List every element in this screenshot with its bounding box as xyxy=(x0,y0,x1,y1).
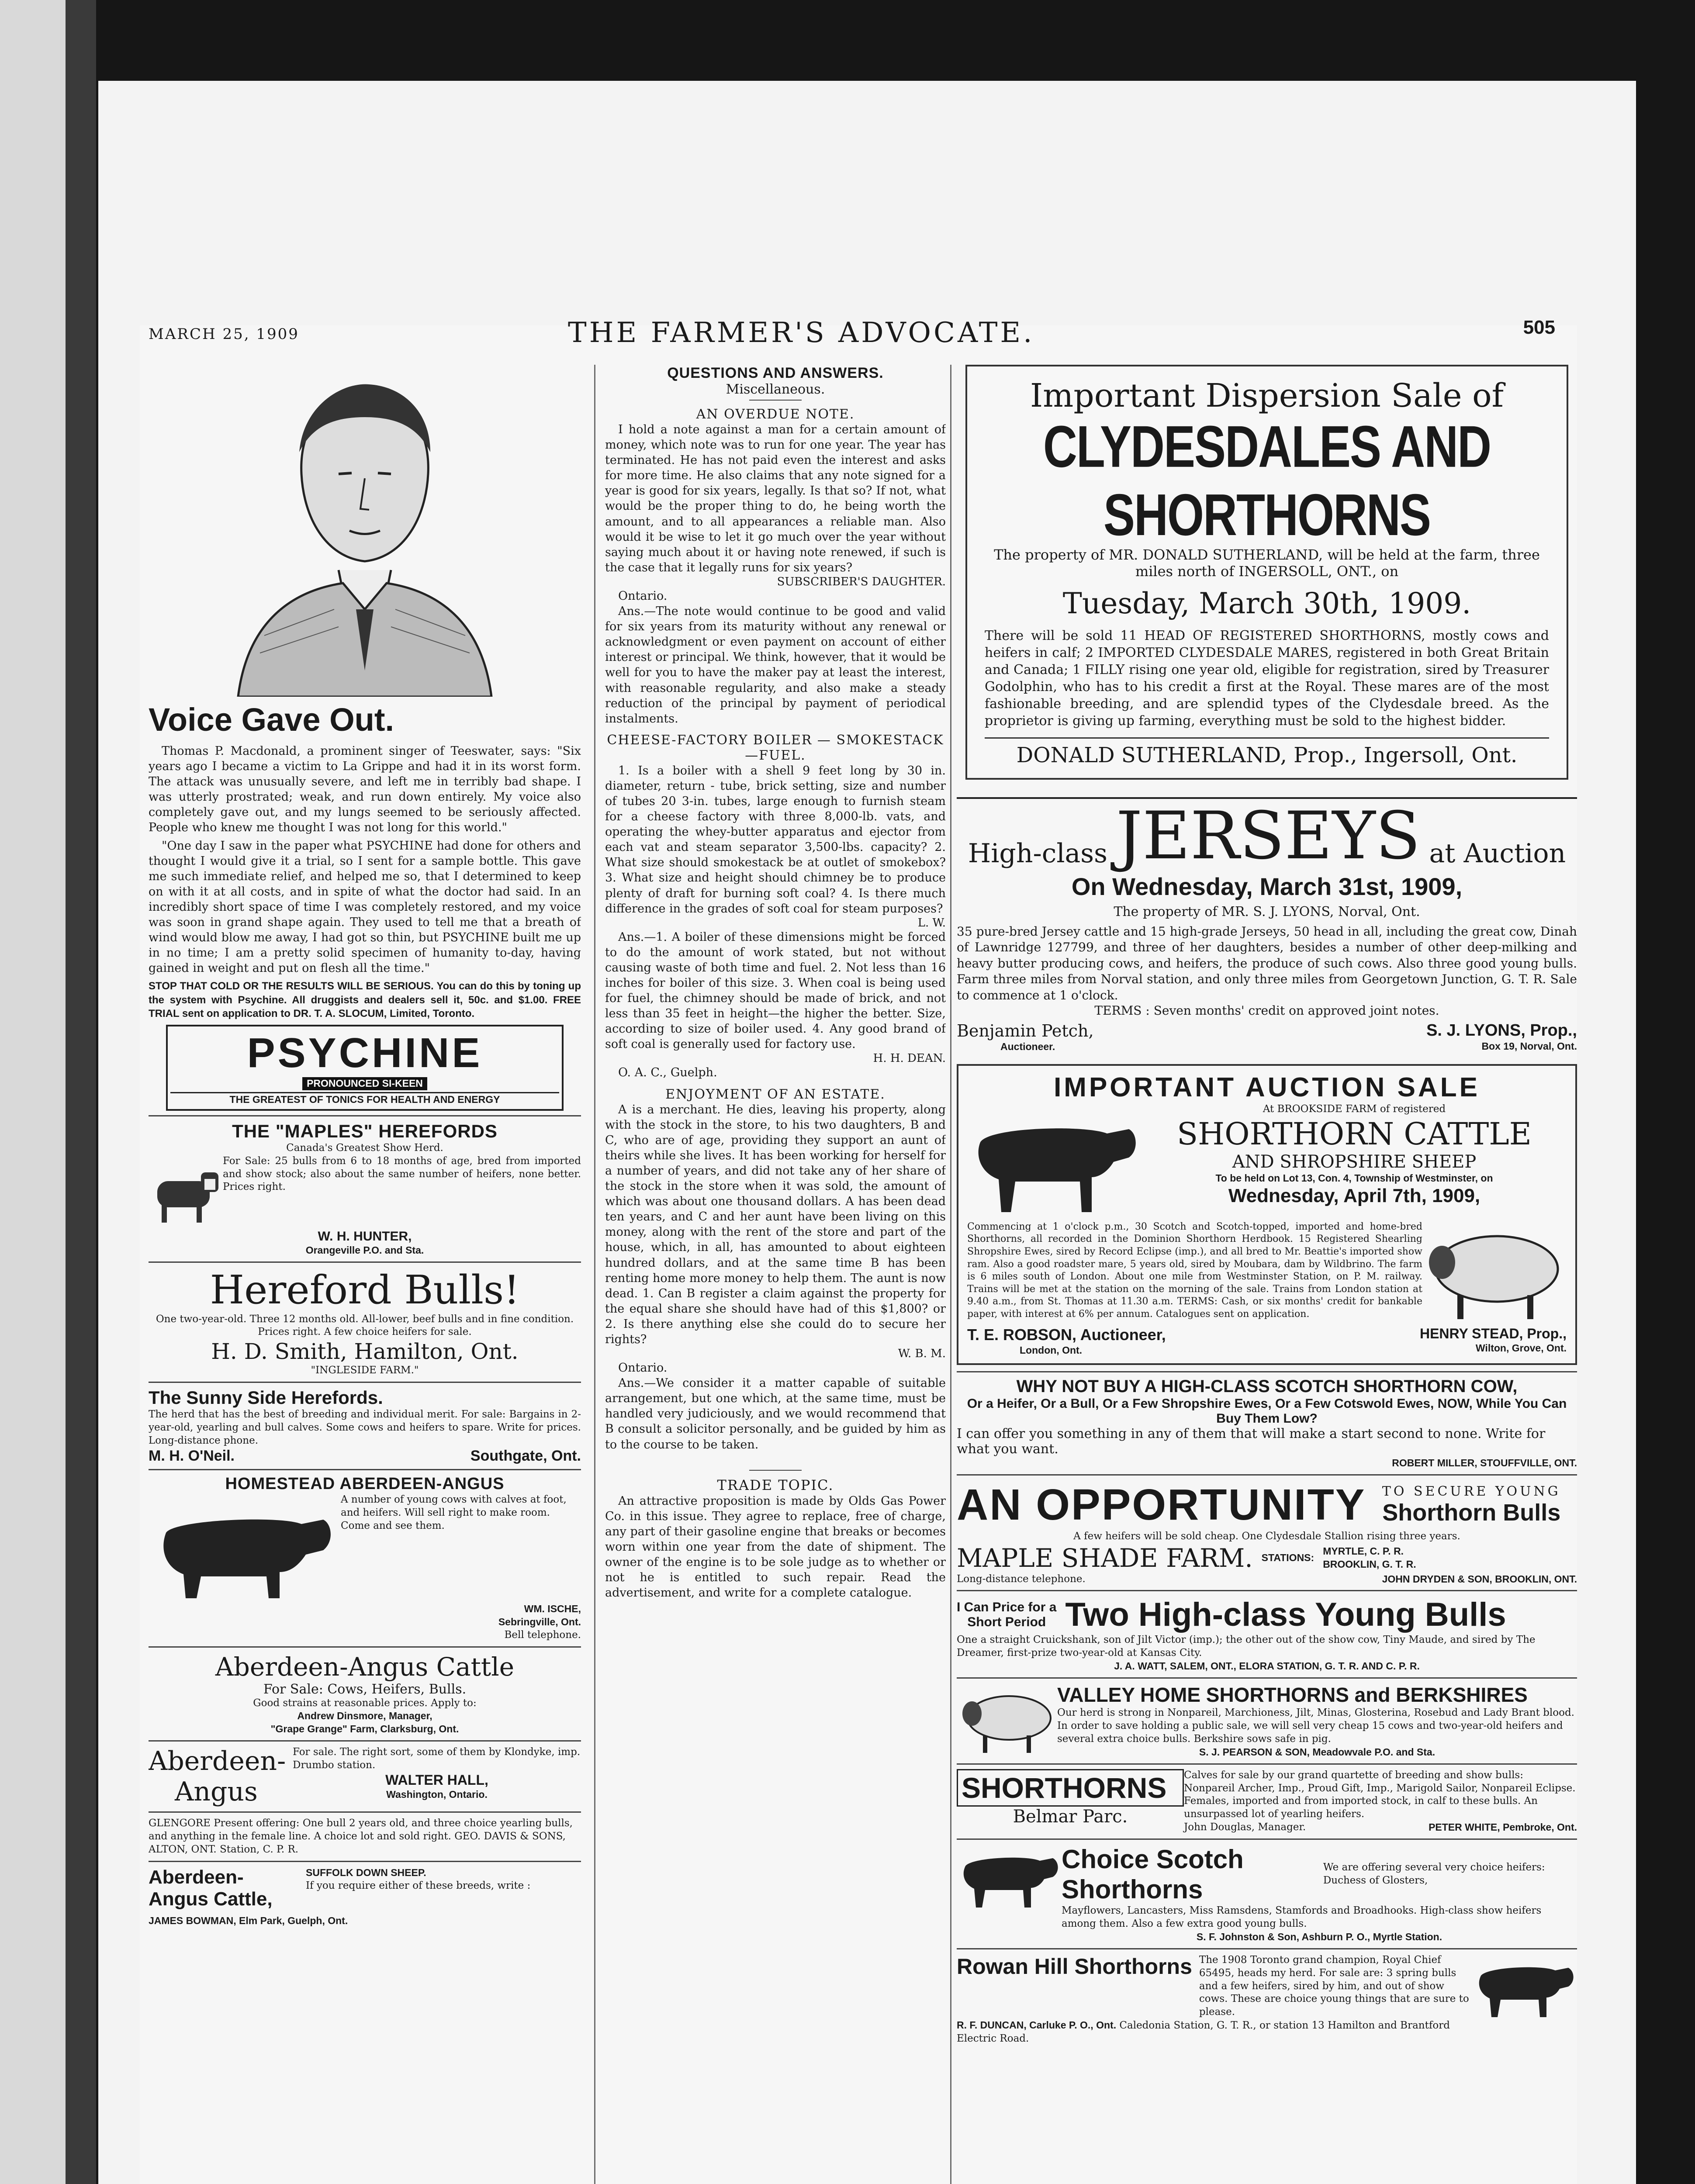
trade-text: An attractive proposition is made by Olds Gas Power Co. in this issue. They agree to replace, free of charge, any part of their gasoline engine that breaks or becomes worn within one year from the date of shipment. The owner of the engine is to be sole judge as to whether or not he is entitled to such repair. Read the advertisement, and write for a complete catalogue. xyxy=(605,1494,946,1600)
divider xyxy=(749,400,802,401)
stouffville-ad: WHY NOT BUY A HIGH-CLASS SCOTCH SHORTHORN COW, Or a Heifer, Or a Bull, Or a Few Shropshire Ewes, Or a Few Cotswold Ewes, NOW, While You Can Buy Them Low? I can offer you something in any of them that will make a start second to none. Write for what you want. ROBERT MILLER, STOUFFVILLE, ONT. xyxy=(957,1371,1577,1474)
sunny-side-ad: The Sunny Side Herefords. The herd that has the best of breeding and individual merit. For sale: Bargains in 2-year-old, yearling and bull calves. Some cows and heifers to spare. Write for prices. Long-distance phone. M. H. O'Neil. Southgate, Ont. xyxy=(149,1382,581,1469)
hereford-bulls-ad: Hereford Bulls! One two-year-old. Three 12 months old. All-lower, beef bulls and in fine condition. Prices right. A few choice heifers for sale. H. D. Smith, Hamilton, Ont. "INGLESIDE FARM." xyxy=(149,1261,581,1382)
overdue-question: I hold a note against a man for a certain amount of money, which note was to run for one year. The year has terminated. He has not paid even the interest and asks for more time. He also claims that any note signed for a year is good for six years, legally. Is that so? If not, what would be the proper thing to do, he being worth the amount, and to all appearances a reliable man. Also would it be wise to let it go much over the year without saying much about it or having note renewed, if such is the case that it legally runs for six years? xyxy=(605,423,946,574)
column-rule xyxy=(950,365,951,2184)
boiler-signature: L. W. xyxy=(917,916,946,930)
issue-date: MARCH 25, 1909 xyxy=(149,325,299,343)
page-content xyxy=(140,317,1577,2184)
overdue-location: Ontario. xyxy=(618,589,668,603)
page-number: 505 xyxy=(1523,317,1555,338)
angus-bull-icon xyxy=(149,1493,341,1603)
walter-hall-ad: Aberdeen- Angus For sale. The right sort, some of them by Klondyke, imp. Drumbo station. WALTER HALL, Washington, Ontario. xyxy=(149,1740,581,1811)
column-right xyxy=(957,365,1577,2184)
voice-headline: Voice Gave Out. xyxy=(149,702,394,738)
masthead-title: THE FARMER'S ADVOCATE. xyxy=(568,317,1035,349)
brookside-auction-ad: IMPORTANT AUCTION SALE At BROOKSIDE FARM of registered SHORTHORN CATTLE AND SHROPSHIRE SHEEP To be held on Lot 13, Con. 4, Township of Westminster, on Wednesday, April 7th, 1909, Commencing at 1 o'clock p.m., 30 Scotch and Scotch-topped, imported and home-bred Shorthorns, all recorded in the Dominion Shorthorn Herdbook. 15 Registered Shearling Shropshire Ewes, sired by Record Eclipse (imp.), and all bred to Mr. Beattie's imported show ram. Also a good roadster mare, 5 years old, sired by Moubara, dam by Wildbrino. The farm is 6 miles south of London. About one mile from Westminster Station, on P. M. railway. Trains will be met at the station on the morning of the sale. Trains from London station at 9.40 a.m., from St. Thomas at 11.30 a.m. TERMS: Cash, or six months' credit for bankable paper, with interest at 6% per annum. Catalogues sent on application. T. E. ROBSON, Auctioneer, London, Ont. HENRY STEAD, Prop., Wilton, Grove, Ont. xyxy=(957,1064,1577,1365)
suffolk-ad: Aberdeen- Angus Cattle, SUFFOLK DOWN SHEEP. If you require either of these breeds, write : xyxy=(149,1861,581,1914)
boiler-answer-signature: H. H. DEAN. xyxy=(873,1052,946,1065)
belmar-parc-ad: SHORTHORNS Belmar Parc. Calves for sale by our grand quartette of breeding and show bulls: Nonpareil Archer, Imp., Proud Gift, Imp., Marigold Sailor, Nonpareil Eclipse. Females, imported and from imported stock, in calf to these bulls. An unsurpassed lot of yearling heifers. John Douglas, Manager. PETER WHITE, Pembroke, Ont. xyxy=(957,1763,1577,1838)
maples-herefords-ad: THE "MAPLES" HEREFORDS Canada's Greatest Show Herd. For Sale: 25 bulls from 6 to 18 months of age, bred from imported and show stock; also about the same number of heifers, none better. Prices right. W. H. HUNTER, Orangeville P.O. and Sta. xyxy=(149,1115,581,1261)
voice-para-1: Thomas P. Macdonald, a prominent singer of Teeswater, says: "Six years ago I became a victim to La Grippe and had it in its worst form. The attack was unusually severe, and left me in terribly bad shape. I was utterly prostrated; weak, and run down entirely. My voice also completely gave out, and my lungs seemed to be seriously affected. People who knew me thought I was not long for this world." xyxy=(149,744,581,835)
boiler-answer: Ans.—1. A boiler of these dimensions might be forced to do the amount of work stated, but not without causing waste of both time and fuel. 2. Not less than 16 inches for boiler of this size. 3. When coal is being used for fuel, the chimney should be made of brick, and not less than 35 feet in height—the higher the better. Size, according to size of boiler used. 4. Any good brand of soft coal is generally used for factory use. xyxy=(605,930,946,1051)
boiler-answer-location: O. A. C., Guelph. xyxy=(618,1066,717,1080)
suffolk-owner: JAMES BOWMAN, Elm Park, Guelph, Ont. xyxy=(149,1914,348,1926)
overdue-signature: SUBSCRIBER'S DAUGHTER. xyxy=(777,575,946,588)
voice-para-3: STOP THAT COLD OR THE RESULTS WILL BE SERIOUS. You can do this by toning up the system with Psychine. All druggists and dealers sell it, 50c. and $1.00. FREE TRIAL sent on application to DR. T. A. SLOCUM, Limited, Toronto. xyxy=(149,980,581,1019)
trade-title: TRADE TOPIC. xyxy=(717,1476,834,1493)
valley-home-ad: VALLEY HOME SHORTHORNS and BERKSHIRES Our herd is strong in Nonpareil, Marchioness, Jilt, Minas, Glosterina, Rosebud and Lady Brant blood. In order to save holding a public sale, we will sell very cheap 15 cows and two-year-old heifers and several extra choice bulls. Berkshire sows safe in pig. S. J. PEARSON & SON, Meadowvale P.O. and Sta. xyxy=(957,1677,1577,1763)
aberdeen-angus-cattle-ad: Aberdeen-Angus Cattle For Sale: Cows, Heifers, Bulls. Good strains at reasonable prices. Apply to: Andrew Dinsmore, Manager, "Grape Grange" Farm, Clarksburg, Ont. xyxy=(149,1646,581,1741)
boiler-title: CHEESE-FACTORY BOILER — SMOKESTACK—FUEL. xyxy=(607,732,944,763)
column-left xyxy=(149,365,581,2184)
cow-icon xyxy=(957,1844,1062,1910)
newspaper-sheet xyxy=(98,81,1636,2184)
overdue-title: AN OVERDUE NOTE. xyxy=(696,407,855,422)
qa-heading: QUESTIONS AND ANSWERS. xyxy=(667,365,884,381)
jerseys-ad: High-class JERSEYS at Auction On Wednesday, March 31st, 1909, The property of MR. S. J. LYONS, Norval, Ont. 35 pure-bred Jersey cattle and 15 high-grade Jerseys, 50 head in all, including the great cow, Dinah of Lawnridge 127799, and three of her daughters, besides a number of other deep-milking and heavy butter producing cows, and heifers, the produce of such cows. Also three good young bulls. Farm three miles from Norval station, and only three miles from Georgetown Junction, G. T. R. Sale to commence at 1 o'clock. TERMS : Seven months' credit on approved joint notes. Benjamin Petch, Auctioneer. S. J. LYONS, Prop., Box 19, Norval, Ont. xyxy=(957,797,1577,1058)
sheep-icon xyxy=(1422,1221,1567,1326)
book-gutter xyxy=(66,0,96,2184)
shorthorn-cow-icon xyxy=(967,1103,1142,1221)
qa-subheading: Miscellaneous. xyxy=(726,382,825,397)
glengore-ad: GLENGORE Present offering: One bull 2 years old, and three choice yearling bulls, and anything in the female line. A choice lot and sold right. GEO. DAVIS & SONS, ALTON, ONT. Station, C. P. R. xyxy=(149,1811,581,1861)
facing-page xyxy=(0,0,66,2184)
sheep-icon xyxy=(957,1683,1057,1757)
homestead-angus-ad: HOMESTEAD ABERDEEN-ANGUS A number of young cows with calves at foot, and heifers. Will sell right to make room. Come and see them. WM. ISCHE, Sebringville, Ont. Bell telephone. xyxy=(149,1469,581,1646)
psychine-logo: PSYCHINE PRONOUNCED SI-KEEN THE GREATEST OF TONICS FOR HEALTH AND ENERGY xyxy=(166,1025,564,1111)
opportunity-ad: AN OPPORTUNITY TO SECURE YOUNG Shorthorn Bulls A few heifers will be sold cheap. One Clydesdale Stallion rising three years. MAPLE SHADE FARM. STATIONS: MYRTLE, C. P. R. BROOKLIN, G. T. R. Long-distance telephone. JOHN DRYDEN & SON, BROOKLIN, ONT. xyxy=(957,1474,1577,1590)
cow-icon xyxy=(1472,1954,1577,2019)
boiler-question: 1. Is a boiler with a shell 9 feet long by 30 in. diameter, return - tube, brick setting, size and number of tubes 20 3-in. tubes, large enough to furnish steam for a cheese factory with three 8,000-lb. vats, and operating the whey-butter apparatus and ejector from each vat and steam separator 3,500-lbs. capacity? 2. What size should smokestack be at outlet of smokebox? 3. What size and height should chimney be to produce plenty of draft for burning soft coal? 4. Is there much difference in the grades of soft coal for steam purposes? xyxy=(605,764,946,916)
column-middle xyxy=(605,365,946,2184)
rowan-hill-ad: Rowan Hill Shorthorns The 1908 Toronto grand champion, Royal Chief 65495, heads my herd. For sale are: 3 spring bulls and a few heifers, sired by him, and out of show cows. These are choice young things that are sure to please. R. F. DUNCAN, Carluke P. O., Ont. Caledonia Station, G. T. R., or station 13 Hamilton and Brantford Electric Road. xyxy=(957,1948,1577,2050)
bull-icon xyxy=(149,1155,223,1229)
estate-question: A is a merchant. He dies, leaving his property, along with the stock in the store, to his two daughters, B and C, who are of age, providing they support an aunt of theirs while she lives. It has been working for herself for a number of years, and did not take any of her share of the stock in the store when it was sold, the amount of which was about one thousand dollars. A has been dead ten years, and C and her aunt have been living on this money, along with the rent of the store and part of the house, which, in all, has amounted to about eighteen hundred dollars, and at the same time B has been renting home more money to help them. The aunt is now dead. 1. Can B register a claim against the property for the equal share she should have had of this $1,800? or 2. Is there anything else she could do to secure her rights? xyxy=(605,1102,946,1346)
divider xyxy=(749,1470,802,1471)
clydesdales-ad: Important Dispersion Sale of CLYDESDALES AND SHORTHORNS The property of MR. DONALD SUTHERLAND, will be held at the farm, three miles north of INGERSOLL, ONT., on Tuesday, March 30th, 1909. There will be sold 11 HEAD OF REGISTERED SHORTHORNS, mostly cows and heifers in calf; 2 IMPORTED CLYDESDALE MARES, registered in both Great Britain and Canada; 1 FILLY rising one year old, eligible for registration, sired by Treasurer Godolphin, who has to his credit a first at the Royal. These mares are of the most fashionable breeding, and are splendid types of the Clydesdale breed. As the proprietor is giving up farming, everything must be sold to the highest bidder. DONALD SUTHERLAND, Prop., Ingersoll, Ont. xyxy=(965,365,1568,780)
column-rule xyxy=(594,365,595,2184)
estate-location: Ontario. xyxy=(618,1361,668,1375)
portrait-illustration xyxy=(212,365,518,697)
overdue-answer: Ans.—The note would continue to be good and valid for six years from its maturity without any renewal or acknowledgment or even payment on account of either interest or principal. We think, however, that it would be well for you to have the maker pay at least the interest, with reasonable regularity, and also make a steady reduction of the principal by payment of periodical instalments. xyxy=(605,605,946,726)
estate-title: ENJOYMENT OF AN ESTATE. xyxy=(665,1086,886,1102)
estate-answer: Ans.—We consider it a matter capable of suitable arrangement, but one which, at the same time, must be handled very judiciously, and we would recommend that B consult a solicitor personally, and be guided by him as to the course to be taken. xyxy=(605,1376,946,1451)
young-bulls-ad: I Can Price for a Short Period Two High-class Young Bulls One a straight Cruickshank, son of Jilt Victor (imp.); the other out of the show cow, Tiny Maude, and sired by The Dreamer, first-prize two-year-old at Kansas City. J. A. WATT, SALEM, ONT., ELORA STATION, G. T. R. AND C. P. R. xyxy=(957,1590,1577,1677)
choice-scotch-ad: Choice Scotch Shorthorns We are offering several very choice heifers: Duchess of Glosters, Mayflowers, Lancasters, Miss Ramsdens, Stamfords and Broadhooks. High-class show heifers among them. Also a few extra good young bulls. S. F. Johnston & Son, Ashburn P. O., Myrtle Station. xyxy=(957,1838,1577,1948)
voice-para-2: "One day I saw in the paper what PSYCHINE had done for others and thought I would give it a trial, so I sent for a sample bottle. This gave me such immediate relief, and helped me so, that I determined to keep on with it at all costs, and in spite of what the doctor had said. In an incredibly short space of time I was completely restored, and my voice was soon in grand shape again. They used to tell me that a breath of wind would blow me away, I had got so thin, but PSYCHINE built me up in no time; I am a pretty solid specimen of humanity to-day, having gained in weight and put on flesh all the time." xyxy=(149,839,581,975)
estate-signature: W. B. M. xyxy=(898,1347,946,1361)
